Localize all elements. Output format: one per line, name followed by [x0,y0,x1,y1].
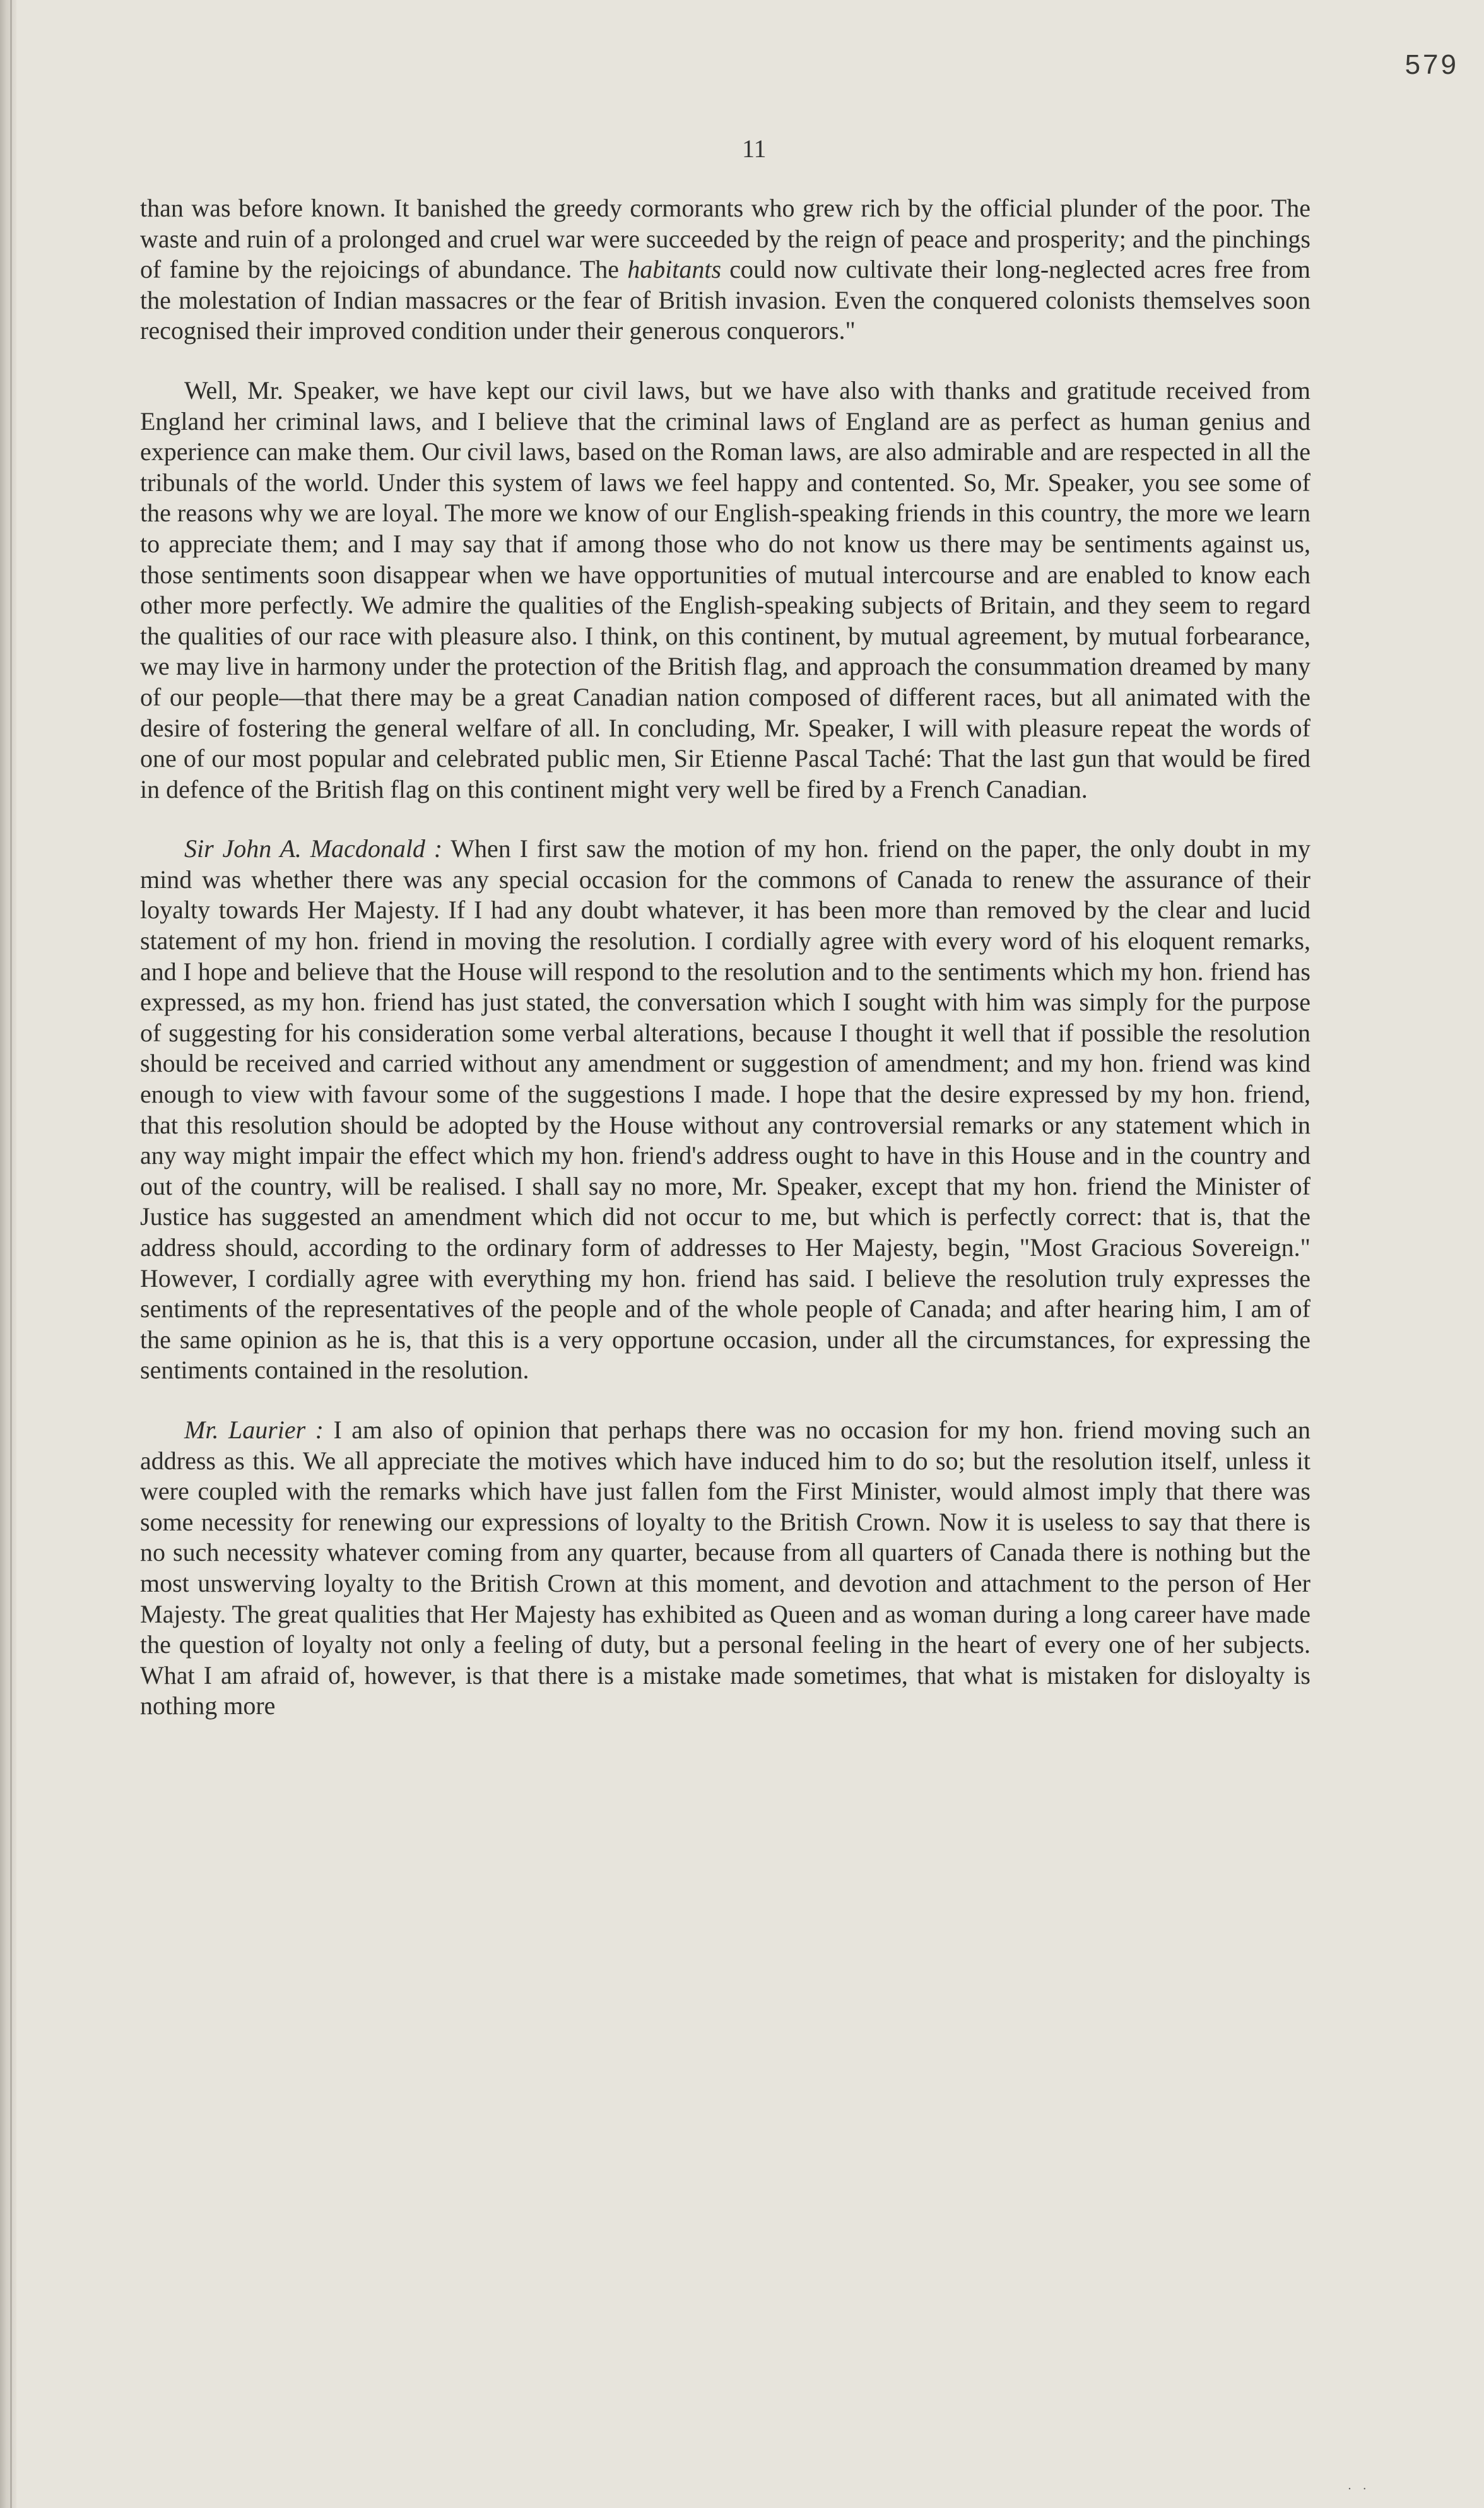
paragraph-text: Well, Mr. Speaker, we have kept our civil laws, but we have also with thanks and gratitude received from England her criminal laws, and I believe that the criminal laws of England are as perfect as human genius and experience can make them. Our civil laws, based on the Roman laws, are also admirable and are respected in all the tribunals of the world. Under this system of laws we feel happy and contented. So, Mr. Speaker, you see some of the reasons why we are loyal. The more we know of our English-speaking friends in this country, the more we learn to appreciate them; and I may say that if among those who do not know us there may be sentiments against us, those sentiments soon disappear when we have opportunities of mutual intercourse and are enabled to know each other more perfectly. We admire the qualities of the English-speaking subjects of Britain, and they seem to regard the qualities of our race with pleasure also. I think, on this continent, by mutual agreement, by mutual forbearance, we may live in harmony under the protection of the British flag, and approach the consummation dreamed by many of our people—that there may be a great Canadian nation composed of different races, but all animated with the desire of fostering the general welfare of all. In concluding, Mr. Speaker, I will with pleasure repeat the words of one of our most popular and celebrated public men, Sir Etienne Pascal Taché: That the last gun that would be fired in defence of the British flag on this continent might very well be fired by a French Canadian. [140,376,1310,803]
paragraph-continuation [140,193,1310,346]
paragraph-text: When I first saw the motion of my hon. friend on the paper, the only doubt in my mind was whether there was any special occasion for the commons of Canada to renew the assurance of their loyalty towards Her Majesty. If I had any doubt whatever, it has been more than removed by the clear and lucid statement of my hon. friend in moving the resolution. I cordially agree with every word of his eloquent remarks, and I hope and believe that the House will respond to the resolution and to the sentiments which my hon. friend has expressed, as my hon. friend has just stated, the conversation which I sought with him was simply for the purpose of suggesting for his consideration some verbal alterations, because I thought it well that if possible the resolution should be received and carried without any amendment or suggestion of amendment; and my hon. friend was kind enough to view with favour some of the suggestions I made. I hope that the desire expressed by my hon. friend, that this resolution should be adopted by the House without any controversial remarks or any statement which in any way might impair the effect which my hon. friend's address ought to have in this House and in the country and out of the country, will be realised. I shall say no more, Mr. Speaker, except that my hon. friend the Minister of Justice has suggested an amendment which did not occur to me, but which is perfectly correct: that is, that the address should, according to the ordinary form of addresses to Her Majesty, begin, "Most Gracious Sovereign." However, I cordially agree with everything my hon. friend has said. I believe the resolution truly expresses the sentiments of the representatives of the people and of the whole people of Canada; and after hearing him, I am of the same opinion as he is, that this is a very opportune occasion, under all the circumstances, for expressing the sentiments contained in the resolution. [140,834,1311,1385]
italic-text: Mr. Laurier : [184,1415,324,1444]
paragraph-speech-continued [140,376,1310,805]
italic-text: Sir John A. Macdonald : [184,834,443,863]
italic-text: habitants [627,255,722,284]
paragraph-laurier [140,1415,1310,1722]
page-binding-edge [0,0,16,2508]
document-body [140,193,1310,1722]
paragraph-text: than was before known. It banished the greedy cormorants who grew rich by the official plunder of the poor. The waste and ruin of a prolonged and cruel war were succeeded by the reign of peace and prosperity; and the pinchings of famine by the rejoicings of abundance. The [140,194,1310,284]
page-number: 11 [742,134,767,163]
archive-page-number: 579 [1404,49,1459,80]
binding-shadow-line [10,0,12,2508]
scan-mark: · · [1347,2482,1370,2496]
paragraph-macdonald [140,834,1310,1386]
paragraph-text: could now cultivate their long-neglected acres free from the molestation of Indian massacres or the fear of British invasion. Even the conquered colonists themselves soon recognised their improved condition under their generous conquerors." [140,255,1310,345]
paragraph-text: I am also of opinion that perhaps there was no occasion for my hon. friend moving such an address as this. We all appreciate the motives which have induced him to do so; but the resolution itself, unless it were coupled with the remarks which have just fallen fom the First Minister, would almost imply that there was some necessity for renewing our expressions of loyalty to the British Crown. Now it is useless to say that there is no such necessity whatever coming from any quarter, because from all quarters of Canada there is nothing but the most unswerving loyalty to the British Crown at this moment, and devotion and attachment to the person of Her Majesty. The great qualities that Her Majesty has exhibited as Queen and as woman during a long career have made the question of loyalty not only a feeling of duty, but a personal feeling in the heart of every one of her subjects. What I am afraid of, however, is that there is a mistake made sometimes, that what is mistaken for disloyalty is nothing more [140,1415,1310,1720]
